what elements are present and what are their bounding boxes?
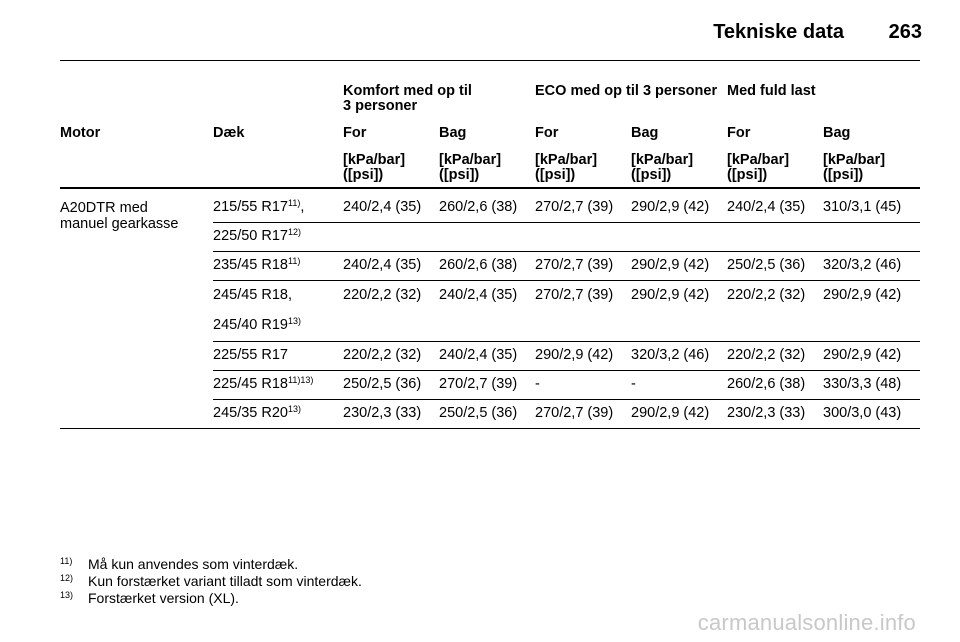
- pressure-cell: 240/2,4 (35): [439, 347, 518, 363]
- group-header-komfort: Komfort med op til 3 personer: [343, 83, 472, 114]
- pressure-cell: 320/3,2 (46): [823, 257, 902, 273]
- pressure-cell: 270/2,7 (39): [535, 405, 614, 421]
- pressure-cell: 260/2,6 (38): [439, 257, 518, 273]
- pressure-cell: -: [631, 376, 636, 392]
- unit-header: [kPa/bar] ([psi]): [343, 152, 406, 183]
- pressure-cell: 230/2,3 (33): [727, 405, 806, 421]
- pressure-cell: 330/3,3 (48): [823, 376, 902, 392]
- unit-header: [kPa/bar] ([psi]): [823, 152, 886, 183]
- pressure-cell: 270/2,7 (39): [535, 287, 614, 303]
- group-header-eco: ECO med op til 3 personer: [535, 83, 718, 99]
- pressure-cell: -: [535, 376, 540, 392]
- tire-size-cell: 235/45 R18$^{11)}$: [213, 256, 301, 273]
- pressure-cell: 290/2,9 (42): [631, 199, 710, 215]
- column-header-komfort-rear: Bag: [439, 125, 467, 141]
- pressure-cell: 270/2,7 (39): [439, 376, 518, 392]
- tire-size-cell: 245/40 R19$^{13)}$: [213, 316, 301, 333]
- pressure-cell: 220/2,2 (32): [343, 347, 422, 363]
- table-header-rule: [60, 187, 920, 189]
- pressure-cell: 300/3,0 (43): [823, 405, 902, 421]
- pressure-cell: 260/2,6 (38): [439, 199, 518, 215]
- pressure-cell: 250/2,5 (36): [439, 405, 518, 421]
- pressure-cell: 230/2,3 (33): [343, 405, 422, 421]
- footnote-11: $^{11)}$ Må kun anvendes som vinterdæk.: [60, 556, 299, 572]
- row-separator: [213, 222, 920, 223]
- pressure-cell: 290/2,9 (42): [631, 287, 710, 303]
- pressure-cell: 240/2,4 (35): [439, 287, 518, 303]
- unit-header: [kPa/bar] ([psi]): [727, 152, 790, 183]
- row-separator: [213, 370, 920, 371]
- pressure-cell: 320/3,2 (46): [631, 347, 710, 363]
- pressure-cell: 290/2,9 (42): [631, 405, 710, 421]
- column-header-eco-rear: Bag: [631, 125, 659, 141]
- pressure-cell: 290/2,9 (42): [823, 347, 902, 363]
- footnote-13: $^{13)}$ Forstærket version (XL).: [60, 590, 239, 606]
- column-header-eco-front: For: [535, 125, 559, 141]
- pressure-cell: 260/2,6 (38): [727, 376, 806, 392]
- pressure-cell: 290/2,9 (42): [823, 287, 902, 303]
- pressure-cell: 220/2,2 (32): [343, 287, 422, 303]
- unit-header: [kPa/bar] ([psi]): [535, 152, 598, 183]
- pressure-cell: 240/2,4 (35): [727, 199, 806, 215]
- row-separator: [213, 341, 920, 342]
- footnote-12: $^{12)}$ Kun forstærket variant tilladt som vinterdæk.: [60, 573, 362, 589]
- page-number: 263: [888, 21, 922, 43]
- tire-size-cell: 225/55 R17: [213, 347, 288, 363]
- row-separator: [213, 280, 920, 281]
- pressure-cell: 290/2,9 (42): [535, 347, 614, 363]
- page-title: Tekniske data: [713, 21, 844, 43]
- pressure-cell: 240/2,4 (35): [343, 199, 422, 215]
- motor-cell: A20DTR med manuel gearkasse: [60, 200, 179, 232]
- column-header-komfort-front: For: [343, 125, 367, 141]
- column-header-full-front: For: [727, 125, 751, 141]
- pressure-cell: 270/2,7 (39): [535, 257, 614, 273]
- table-top-rule: [60, 60, 920, 61]
- column-header-motor: Motor: [60, 125, 101, 141]
- column-header-full-rear: Bag: [823, 125, 851, 141]
- tire-size-cell: 215/55 R17$^{11)}$,: [213, 198, 305, 215]
- watermark: carmanualsonline.info: [697, 610, 916, 635]
- pressure-cell: 270/2,7 (39): [535, 199, 614, 215]
- unit-header: [kPa/bar] ([psi]): [631, 152, 694, 183]
- tire-size-cell: 225/45 $R18^{11)13)}$: [213, 375, 314, 392]
- pressure-cell: 240/2,4 (35): [343, 257, 422, 273]
- tire-size-cell: 225/50 R17$^{12)}$: [213, 227, 301, 244]
- tire-size-cell: 245/35 R20$^{13)}$: [213, 404, 301, 421]
- group-header-full-load: Med fuld last: [727, 83, 816, 99]
- unit-header: [kPa/bar] ([psi]): [439, 152, 502, 183]
- pressure-cell: 250/2,5 (36): [343, 376, 422, 392]
- table-bottom-rule: [60, 428, 920, 429]
- pressure-cell: 250/2,5 (36): [727, 257, 806, 273]
- column-header-tire: Dæk: [213, 125, 245, 141]
- pressure-cell: 310/3,1 (45): [823, 199, 902, 215]
- row-separator: [213, 251, 920, 252]
- pressure-cell: 220/2,2 (32): [727, 347, 806, 363]
- row-separator: [213, 399, 920, 400]
- pressure-cell: 290/2,9 (42): [631, 257, 710, 273]
- tire-size-cell: 245/45 R18,: [213, 287, 293, 303]
- pressure-cell: 220/2,2 (32): [727, 287, 806, 303]
